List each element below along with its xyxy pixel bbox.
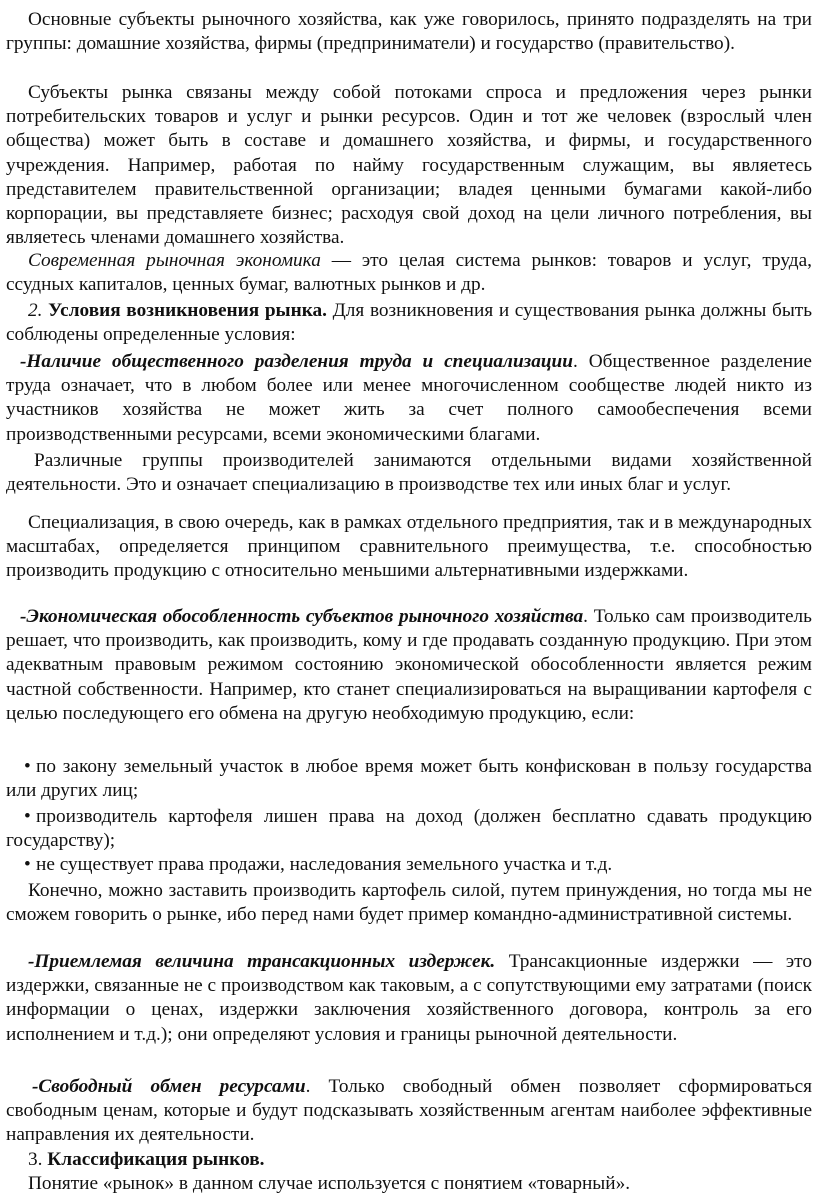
paragraph-text: Для возникновения и существования рынка должны быть соблюдены определенные условия: xyxy=(6,300,812,346)
paragraph-text: Понятие «рынок» в данном случае используется с понятием «товарный». xyxy=(28,1173,631,1194)
condition-heading: -Приемлемая величина трансакционных издержек. xyxy=(28,951,496,972)
paragraph-text: . Общественное разделение труда означает, что в любом более или менее многочисленном сообществе людей никто из участников хозяйства не может жить за счет полного самообеспечения всеми производственными ресурсами, всеми экономическими благами. xyxy=(6,351,812,445)
list-item-text: не существует права продажи, наследования земельного участка и т.д. xyxy=(36,854,613,875)
condition-heading: -Экономическая обособленность субъектов рыночного хозяйства xyxy=(20,606,584,627)
section-heading-market-classification xyxy=(6,1148,812,1172)
list-item-text: по закону земельный участок в любое время может быть конфискован в пользу государства или других лиц; xyxy=(6,756,812,802)
bullet-icon: • xyxy=(24,854,31,875)
bullet-icon: • xyxy=(24,806,31,827)
section-number: 2. xyxy=(28,300,49,321)
paragraph-producer-groups xyxy=(6,449,812,497)
paragraph-text: Основные субъекты рыночного хозяйства, как уже говорилось, принято подразделять на три группы: домашние хозяйства, фирмы (предприниматели) и государство (правительство). xyxy=(6,9,812,55)
condition-transaction-costs xyxy=(6,950,812,1047)
paragraph-market-concept xyxy=(6,1172,812,1196)
section-title: Классификация рынков. xyxy=(47,1149,265,1170)
list-item-text: производитель картофеля лишен права на доход (должен бесплатно сдавать продукцию государству); xyxy=(6,806,812,852)
section-number: 3. xyxy=(28,1149,48,1170)
term-modern-market-economy: Современная рыночная экономика xyxy=(28,250,321,271)
condition-heading: -Свободный обмен ресурсами xyxy=(32,1076,306,1097)
paragraph-market-flows xyxy=(6,81,812,250)
list-item xyxy=(6,805,812,853)
paragraph-market-subjects xyxy=(6,8,812,56)
paragraph-specialization xyxy=(6,511,812,584)
condition-division-of-labor xyxy=(6,350,812,447)
paragraph-command-system xyxy=(6,879,812,927)
section-title: Условия возникновения рынка. xyxy=(48,300,328,321)
paragraph-text: . Только свободный обмен позволяет сформироваться свободным ценам, которые и будут подсказывать хозяйственным агентам наиболее эффективные направления их деятельности. xyxy=(6,1076,812,1146)
condition-heading: -Наличие общественного разделения труда и специализации xyxy=(20,351,574,372)
paragraph-text: Конечно, можно заставить производить картофель силой, путем принуждения, но тогда мы не сможем говорить о рынке, ибо перед нами будет пример командно-административной системы. xyxy=(6,880,812,926)
list-item xyxy=(6,853,812,877)
paragraph-text: — это целая система рынков: товаров и услуг, труда, ссудных капиталов, ценных бумаг, валютных рынков и др. xyxy=(6,250,812,296)
section-heading-market-conditions xyxy=(6,299,812,347)
paragraph-text: Различные группы производителей занимаются отдельными видами хозяйственной деятельности. Это и означает специализацию в производстве тех или иных благ и услуг. xyxy=(6,450,812,496)
paragraph-text: Специализация, в свою очередь, как в рамках отдельного предприятия, так и в международных масштабах, определяется принципом сравнительного преимущества, т.е. способностью производить продукцию с относительно меньшими альтернативными издержками. xyxy=(6,512,812,582)
paragraph-text: . Только сам производитель решает, что производить, как производить, кому и где продавать созданную продукцию. При этом адекватным правовым режимом состоянию экономической обособленности является режим частной собственности. Например, кто станет специализироваться на выращивании картофеля с целью последующего его обмена на другую необходимую продукцию, если: xyxy=(6,606,812,724)
list-item xyxy=(6,755,812,803)
condition-free-exchange xyxy=(6,1075,812,1148)
paragraph-text: Трансакционные издержки — это издержки, связанные не с производством как таковым, а с сопутствующими ему затратами (поиск информации о ценах, издержки заключения хозяйственного договора, контроль за его исполнением и т.д.); они определяют условия и границы рыночной деятельности. xyxy=(6,951,812,1045)
bullet-icon: • xyxy=(24,756,31,777)
paragraph-text: Субъекты рынка связаны между собой потоками спроса и предложения через рынки потребительских товаров и услуг и рынки ресурсов. Один и тот же человек (взрослый член общества) может быть в составе и домашнего хозяйства, и фирмы, и государственного учреждения. Например, работая по найму государственным служащим, вы являетесь представителем правительственной организации; владея ценными бумагами какой-либо корпорации, вы представляете бизнес; расходуя свой доход на цели личного потребления, вы являетесь членами домашнего хозяйства. xyxy=(6,82,812,249)
condition-economic-separation xyxy=(6,605,812,726)
paragraph-modern-economy xyxy=(6,249,812,297)
